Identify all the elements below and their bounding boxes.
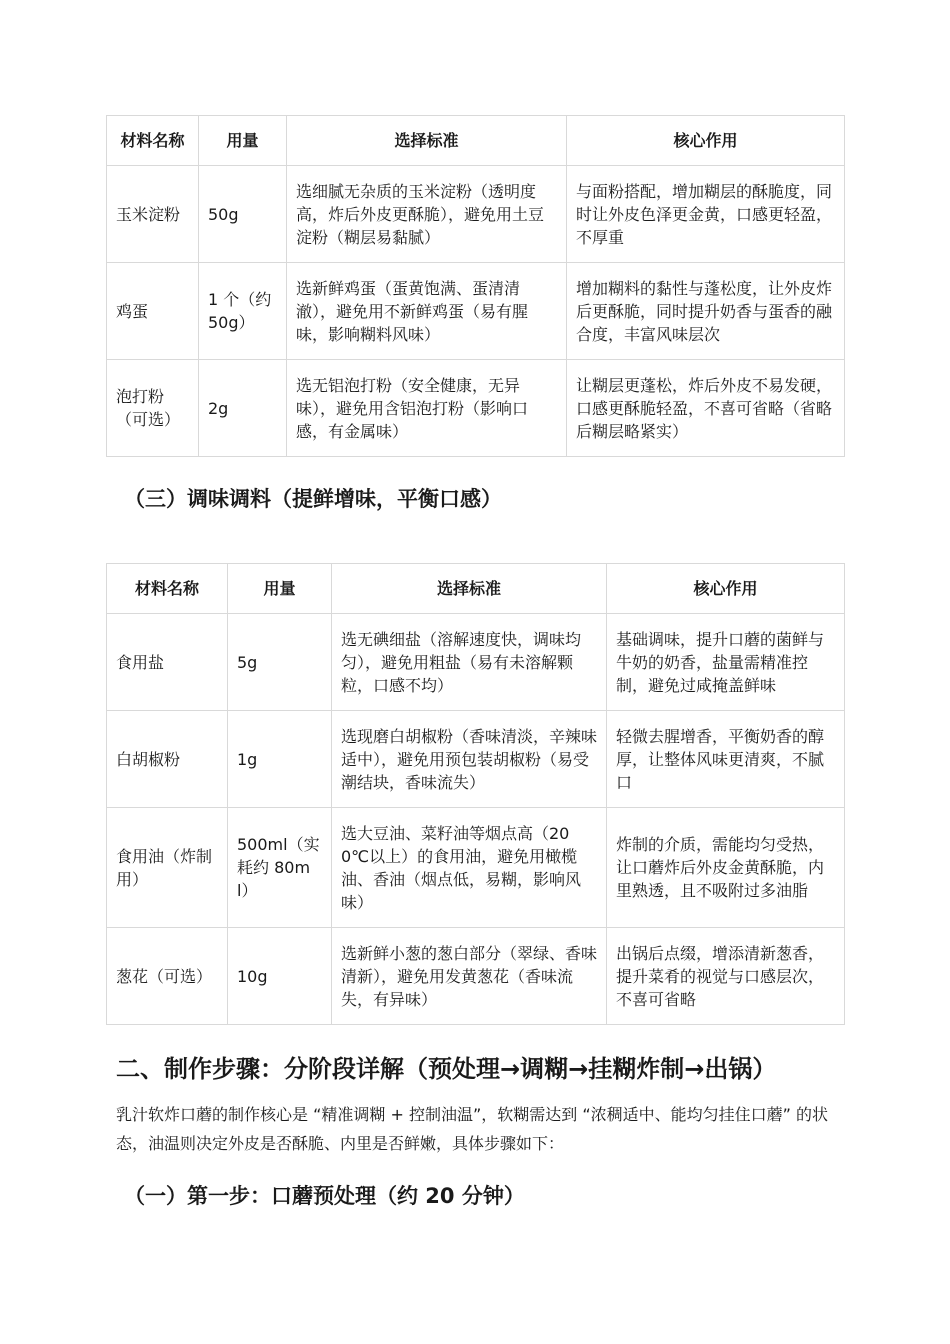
table-row xyxy=(107,166,845,263)
table-row xyxy=(107,928,845,1025)
cell-amount: 500ml（实耗约 80ml） xyxy=(228,808,332,928)
cell-amount: 1 个（约 50g） xyxy=(199,263,287,360)
section-heading-steps: 二、制作步骤：分阶段详解（预处理→调糊→挂糊炸制→出锅） xyxy=(116,1055,777,1083)
table-row xyxy=(107,360,845,457)
cell-standard: 选新鲜小葱的葱白部分（翠绿、香味清新），避免用发黄葱花（香味流失，有异味） xyxy=(332,928,607,1025)
table-header-row xyxy=(107,564,845,614)
cell-role: 出锅后点缀，增添清新葱香，提升菜肴的视觉与口感层次，不喜可省略 xyxy=(607,928,845,1025)
intro-paragraph: 乳汁软炸口蘑的制作核心是 “精准调糊 + 控制油温”，软糊需达到 “浓稠适中、能均匀挂住口蘑” 的状态，油温则决定外皮是否酥脆、内里是否鲜嫩，具体步骤如下： xyxy=(116,1105,828,1153)
table-row xyxy=(107,263,845,360)
cell-role: 让糊层更蓬松，炸后外皮不易发硬，口感更酥脆轻盈，不喜可省略（省略后糊层略紧实） xyxy=(567,360,845,457)
cell-standard: 选新鲜鸡蛋（蛋黄饱满、蛋清清澈），避免用不新鲜鸡蛋（易有腥味，影响糊料风味） xyxy=(287,263,567,360)
cell-standard: 选现磨白胡椒粉（香味清淡，辛辣味适中），避免用预包装胡椒粉（易受潮结块，香味流失） xyxy=(332,711,607,808)
cell-amount: 50g xyxy=(199,166,287,263)
cell-standard: 选细腻无杂质的玉米淀粉（透明度高，炸后外皮更酥脆），避免用土豆淀粉（糊层易黏腻） xyxy=(287,166,567,263)
section-heading-seasoning: （三）调味调料（提鲜增味，平衡口感） xyxy=(124,487,502,511)
header-amount: 用量 xyxy=(199,116,287,166)
cell-standard: 选无铝泡打粉（安全健康，无异味），避免用含铝泡打粉（影响口感，有金属味） xyxy=(287,360,567,457)
table-row xyxy=(107,614,845,711)
cell-role: 增加糊料的黏性与蓬松度，让外皮炸后更酥脆，同时提升奶香与蛋香的融合度，丰富风味层次 xyxy=(567,263,845,360)
header-core-role: 核心作用 xyxy=(607,564,845,614)
cell-name: 玉米淀粉 xyxy=(107,166,199,263)
cell-name: 葱花（可选） xyxy=(107,928,228,1025)
header-core-role: 核心作用 xyxy=(567,116,845,166)
table-row xyxy=(107,808,845,928)
cell-name: 食用油（炸制用） xyxy=(107,808,228,928)
table-header-row xyxy=(107,116,845,166)
cell-amount: 2g xyxy=(199,360,287,457)
ingredient-table-2 xyxy=(106,563,845,1025)
header-selection-standard: 选择标准 xyxy=(332,564,607,614)
cell-role: 与面粉搭配，增加糊层的酥脆度，同时让外皮色泽更金黄，口感更轻盈，不厚重 xyxy=(567,166,845,263)
cell-name: 食用盐 xyxy=(107,614,228,711)
cell-amount: 1g xyxy=(228,711,332,808)
ingredient-table-1 xyxy=(106,115,845,457)
cell-amount: 10g xyxy=(228,928,332,1025)
section-heading-step-one: （一）第一步：口蘑预处理（约 20 分钟） xyxy=(124,1184,525,1208)
header-material-name: 材料名称 xyxy=(107,564,228,614)
header-amount: 用量 xyxy=(228,564,332,614)
cell-role: 炸制的介质，需能均匀受热，让口蘑炸后外皮金黄酥脆，内里熟透，且不吸附过多油脂 xyxy=(607,808,845,928)
cell-name: 鸡蛋 xyxy=(107,263,199,360)
cell-amount: 5g xyxy=(228,614,332,711)
cell-standard: 选无碘细盐（溶解速度快，调味均匀），避免用粗盐（易有未溶解颗粒，口感不均） xyxy=(332,614,607,711)
cell-standard: 选大豆油、菜籽油等烟点高（200℃以上）的食用油，避免用橄榄油、香油（烟点低，易糊，影响风味） xyxy=(332,808,607,928)
cell-name: 泡打粉（可选） xyxy=(107,360,199,457)
cell-role: 基础调味，提升口蘑的菌鲜与牛奶的奶香，盐量需精准控制，避免过咸掩盖鲜味 xyxy=(607,614,845,711)
table-row xyxy=(107,711,845,808)
header-material-name: 材料名称 xyxy=(107,116,199,166)
header-selection-standard: 选择标准 xyxy=(287,116,567,166)
cell-role: 轻微去腥增香，平衡奶香的醇厚，让整体风味更清爽，不腻口 xyxy=(607,711,845,808)
cell-name: 白胡椒粉 xyxy=(107,711,228,808)
